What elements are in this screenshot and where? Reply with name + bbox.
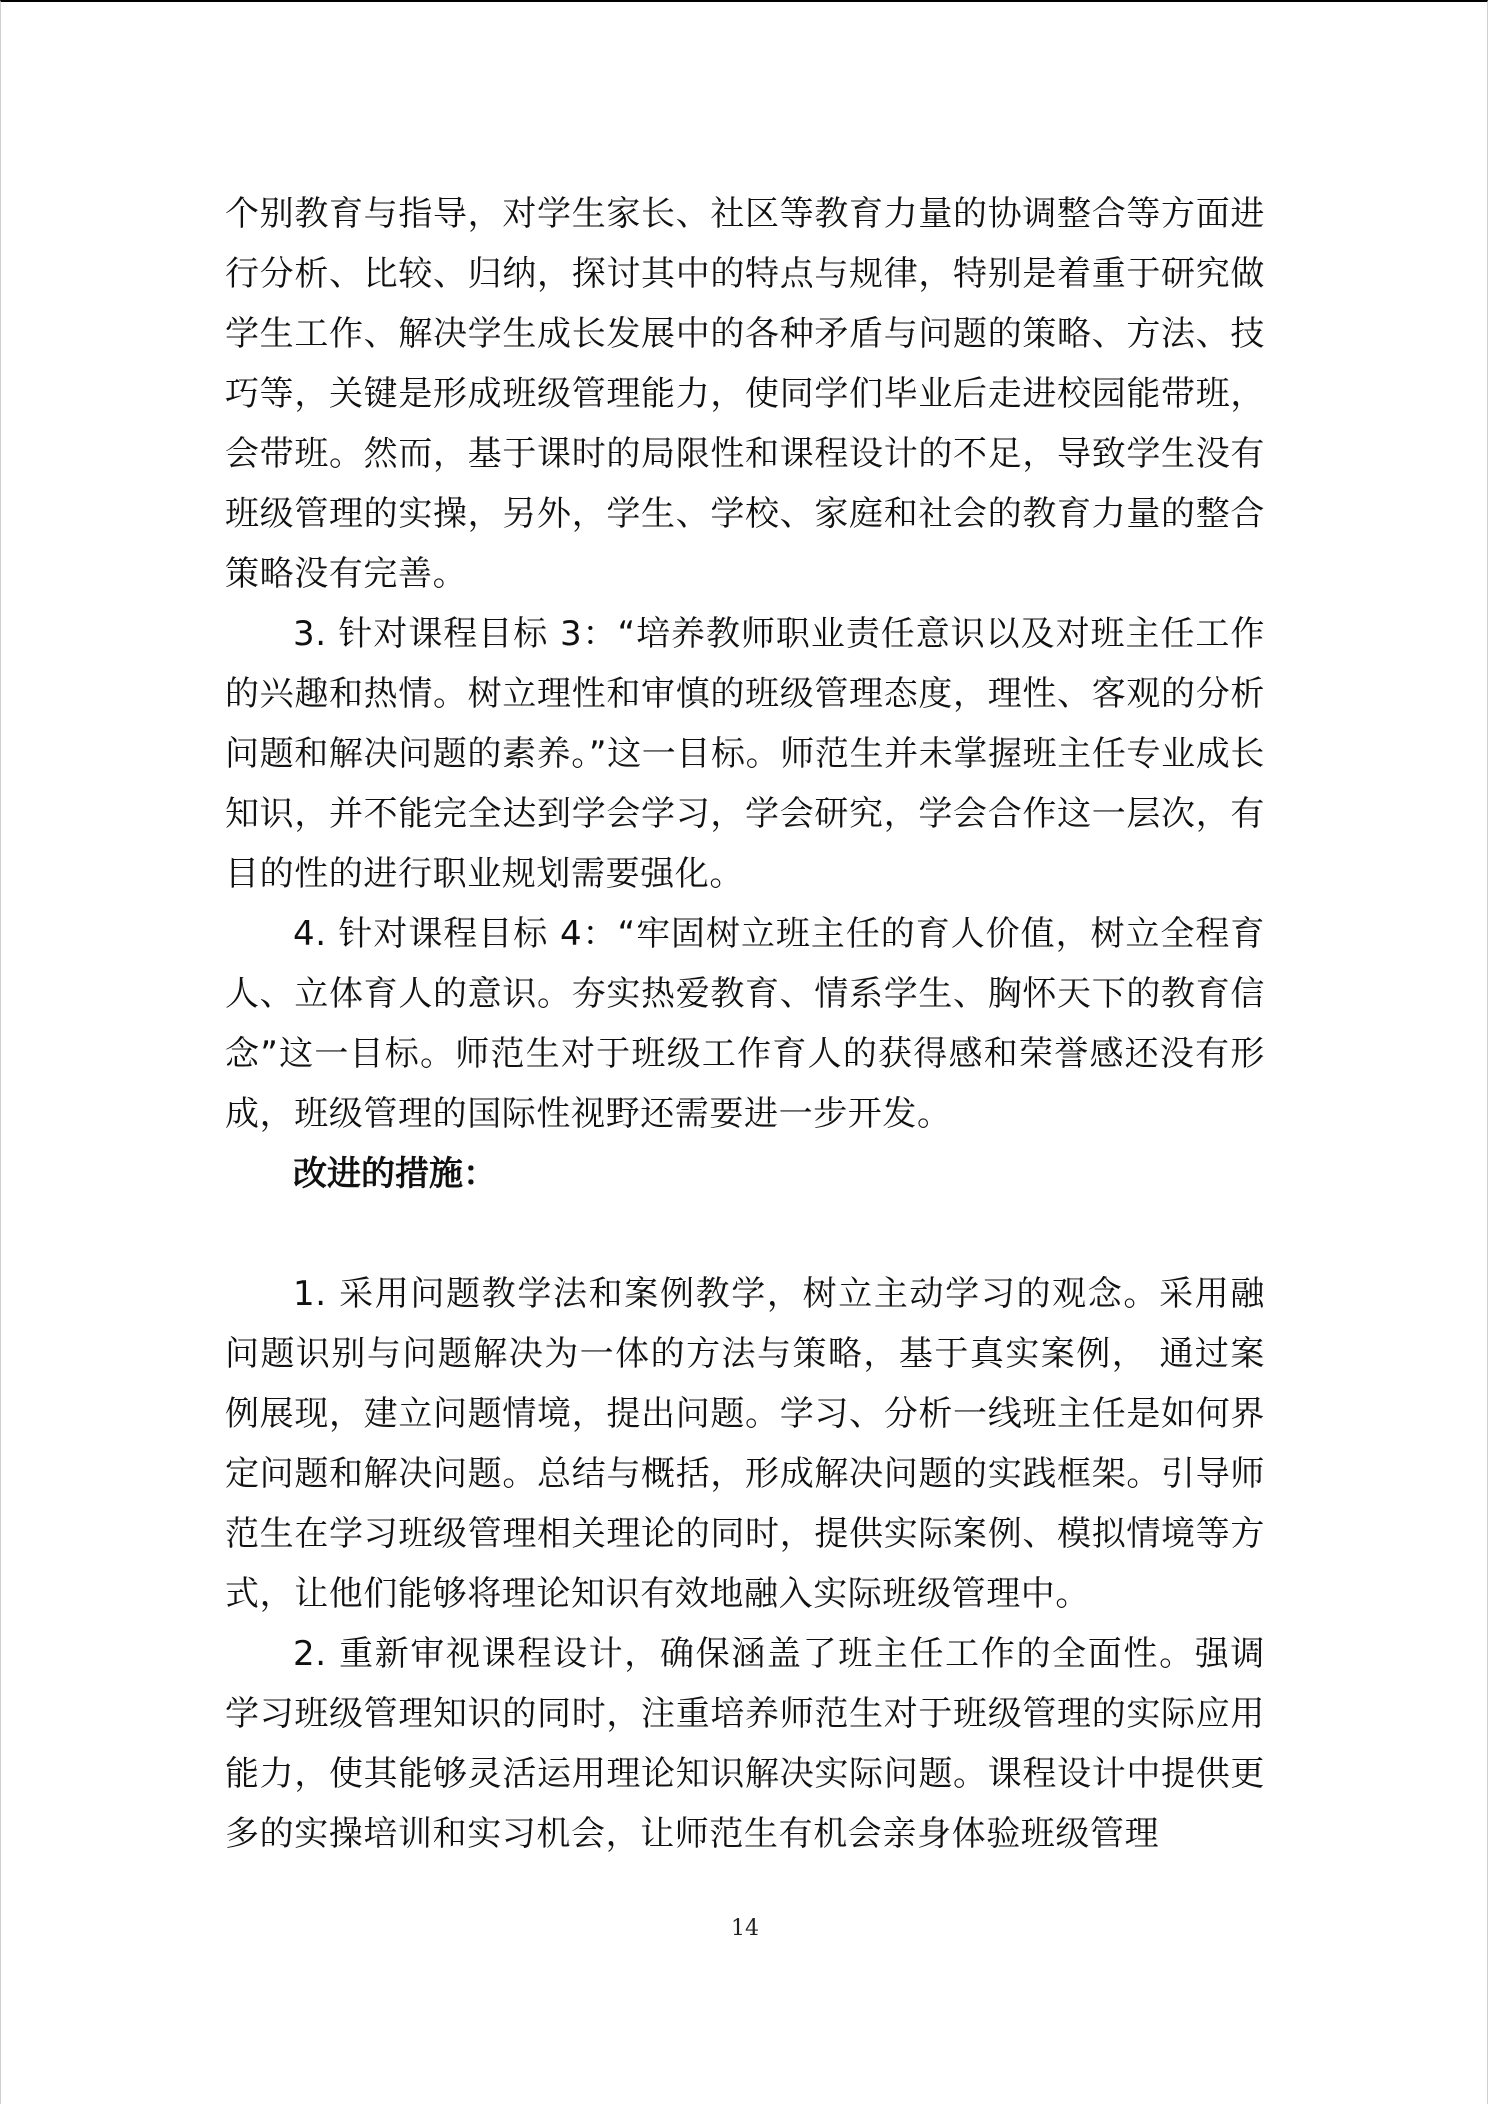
paragraph-goal-4: 4. 针对课程目标 4：“牢固树立班主任的育人价值，树立全程育人、立体育人的意识。夯实热爱教育、情系学生、胸怀天下的教育信念”这一目标。师范生对于班级工作育人的获得感和荣誉感还没有形成，班级管理的国际性视野还需要进一步开发。 (225, 914, 1265, 1134)
page-number: 14 (731, 1916, 759, 1941)
paragraph-measure-1: 1. 采用问题教学法和案例教学，树立主动学习的观念。采用融问题识别与问题解决为一体的方法与策略，基于真实案例， 通过案例展现，建立问题情境，提出问题。学习、分析一线班主任是如何界定问题和解决问题。总结与概括，形成解决问题的实践框架。引导师范生在学习班级管理相关理论的同时，提供实际案例、模拟情境等方式，让他们能够将理论知识有效地融入实际班级管理中。 (225, 1274, 1265, 1614)
paragraph-goal-3: 3. 针对课程目标 3：“培养教师职业责任意识以及对班主任工作的兴趣和热情。树立理性和审慎的班级管理态度，理性、客观的分析问题和解决问题的素养。”这一目标。师范生并未掌握班主任专业成长知识，并不能完全达到学会学习，学会研究，学会合作这一层次，有目的性的进行职业规划需要强化。 (225, 614, 1265, 894)
paragraph-continuation: 个别教育与指导，对学生家长、社区等教育力量的协调整合等方面进行分析、比较、归纳，探讨其中的特点与规律，特别是着重于研究做学生工作、解决学生成长发展中的各种矛盾与问题的策略、方法、技巧等，关键是形成班级管理能力，使同学们毕业后走进校园能带班，会带班。然而，基于课时的局限性和课程设计的不足，导致学生没有班级管理的实操，另外，学生、学校、家庭和社会的教育力量的整合策略没有完善。 (225, 194, 1265, 594)
paragraph-measure-2: 2. 重新审视课程设计，确保涵盖了班主任工作的全面性。强调学习班级管理知识的同时，注重培养师范生对于班级管理的实际应用能力，使其能够灵活运用理论知识解决实际问题。课程设计中提供更多的实操培训和实习机会，让师范生有机会亲身体验班级管理 (225, 1634, 1265, 1854)
section-heading-improvements: 改进的措施： (293, 1154, 497, 1194)
body-text (225, 184, 1265, 1864)
spacer (225, 1204, 1265, 1264)
